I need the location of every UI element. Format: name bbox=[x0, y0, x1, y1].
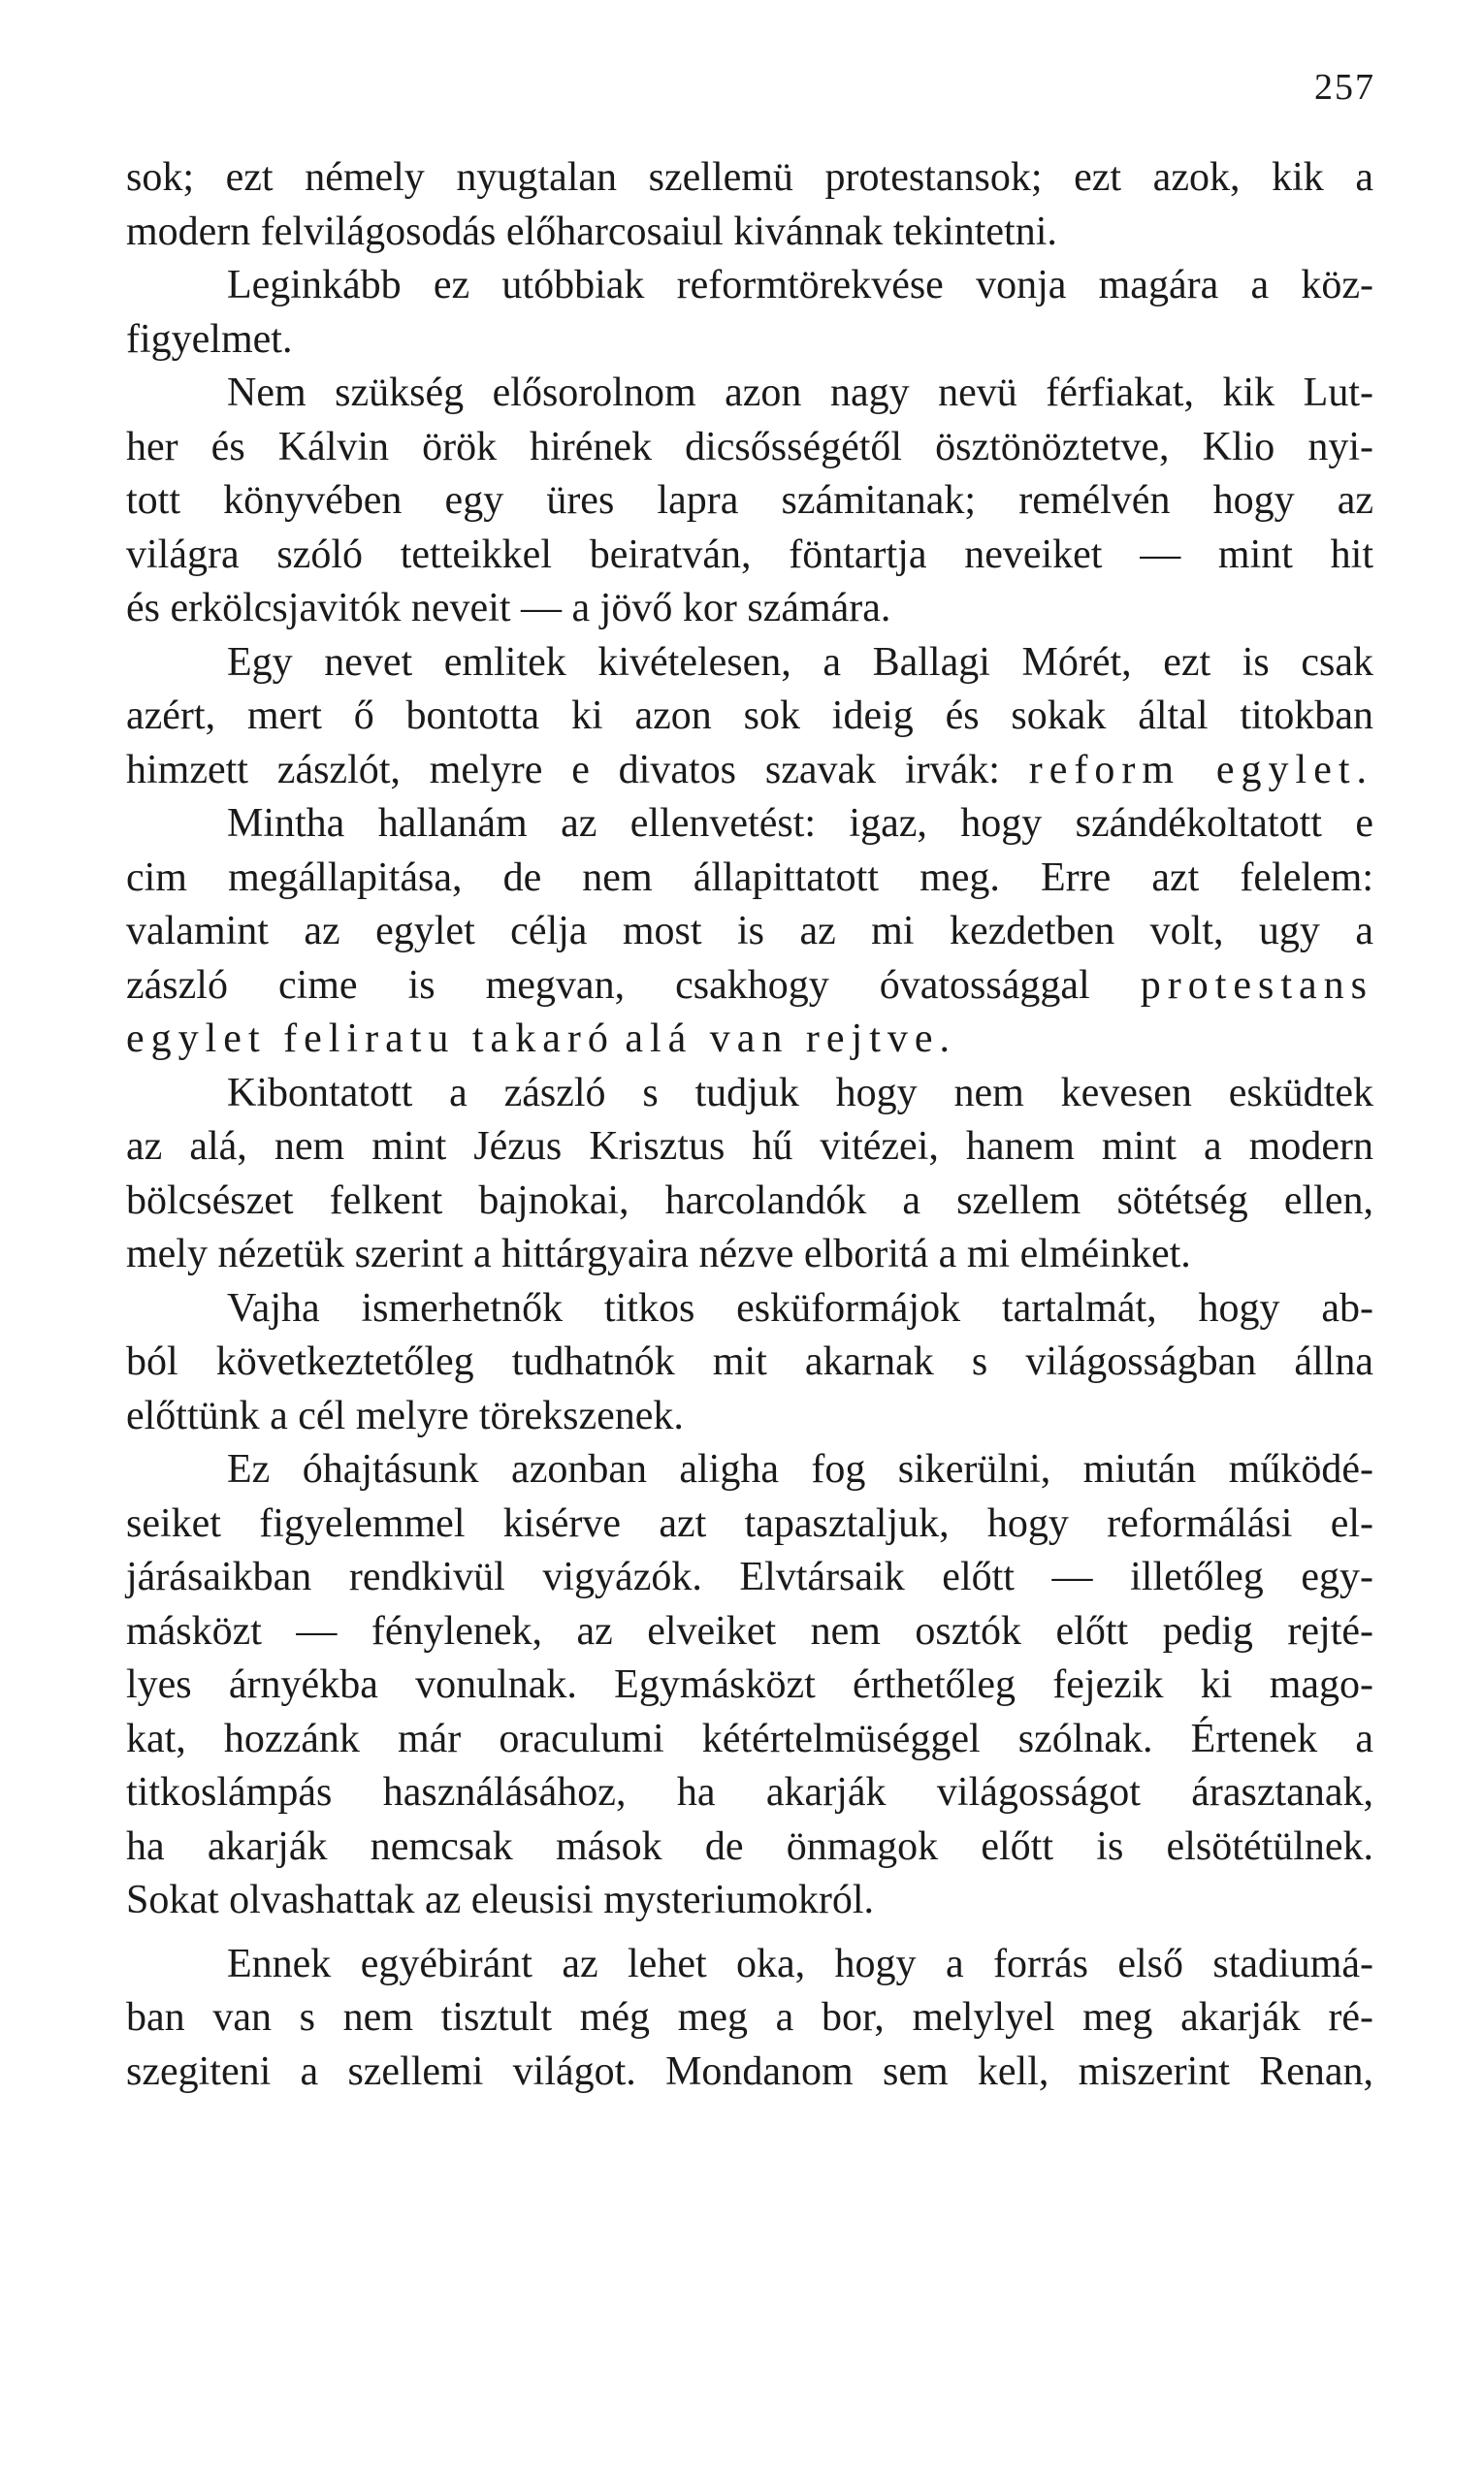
text-line: Sokat olvashattak az eleusisi mysteriumokról. bbox=[126, 1878, 875, 1922]
text-line: mely nézetük szerint a hittárgyaira nézve elboritá a mi elméinket. bbox=[126, 1232, 1191, 1276]
text-line: lyes árnyékba vonulnak. Egymásközt érthetőleg fejezik ki mago- bbox=[126, 1662, 1373, 1707]
text-line: világra szóló tetteikkel beiratván, föntartja neveiket — mint hit bbox=[126, 532, 1373, 577]
text-line: ból következtetőleg tudhatnók mit akarnak s világosságban állna bbox=[126, 1339, 1373, 1384]
spaced-phrase: alá van rejtve. bbox=[625, 1016, 957, 1061]
text-body bbox=[126, 151, 1373, 2099]
text-line bbox=[126, 1013, 1373, 1067]
spaced-phrase: egylet feliratu takaró bbox=[126, 1016, 615, 1061]
text-line: cim megállapitása, de nem állapittatott meg. Erre azt felelem: bbox=[126, 854, 1373, 900]
text-line: her és Kálvin örök hirének dicsősségétől ösztönöztetve, Klio nyi- bbox=[126, 424, 1373, 469]
text-line: Ennek egyébiránt az lehet oka, hogy a forrás első stadiumá- bbox=[227, 1941, 1373, 1986]
text-line: modern felvilágosodás előharcosaiul kivánnak tekintetni. bbox=[126, 209, 1057, 254]
text-line: előttünk a cél melyre törekszenek. bbox=[126, 1393, 684, 1438]
text-line: valamint az egylet célja most is az mi kezdetben volt, ugy a bbox=[126, 909, 1373, 953]
text-line: titkoslámpás használásához, ha akarják világosságot árasztanak, bbox=[126, 1770, 1373, 1815]
spaced-phrase: protestans bbox=[1140, 962, 1373, 1008]
paragraph-gap bbox=[126, 1928, 1373, 1938]
text-line: azért, mert ő bontotta ki azon sok ideig és sokak által titokban bbox=[126, 693, 1373, 738]
text-line: Ez óhajtásunk azonban aligha fog sikerülni, miután működé- bbox=[227, 1447, 1373, 1492]
text-line: Vajha ismerhetnők titkos esküformájok tartalmát, hogy ab- bbox=[227, 1285, 1373, 1331]
page-number: 257 bbox=[1314, 67, 1375, 108]
text-line: Mintha hallanám az ellenvetést: igaz, hogy szándékoltatott e bbox=[227, 801, 1373, 846]
text-line: bölcsészet felkent bajnokai, harcolandók a szellem sötétség ellen, bbox=[126, 1177, 1373, 1223]
text-line: seiket figyelemmel kisérve azt tapasztaljuk, hogy reformálási el- bbox=[126, 1500, 1373, 1546]
text-line: ban van s nem tisztult még meg a bor, melylyel meg akarják ré- bbox=[126, 1995, 1373, 2040]
text-line: figyelmet. bbox=[126, 316, 293, 362]
text-segment: himzett zászlót, melyre e divatos szavak irvák: bbox=[126, 747, 1000, 792]
text-line: Egy nevet emlitek kivételesen, a Ballagi Mórét, ezt is csak bbox=[227, 639, 1373, 685]
text-line: járásaikban rendkivül vigyázók. Elvtársaik előtt — illetőleg egy- bbox=[126, 1555, 1373, 1599]
text-line: sok; ezt némely nyugtalan szellemü protestansok; ezt azok, kik a bbox=[126, 155, 1373, 200]
text-line: kat, hozzánk már oraculumi kétértelmüséggel szólnak. Értenek a bbox=[126, 1716, 1373, 1761]
text-line: Nem szükség elősorolnom azon nagy nevü férfiakat, kik Lut- bbox=[227, 371, 1373, 415]
text-line: Kibontatott a zászló s tudjuk hogy nem kevesen esküdtek bbox=[227, 1070, 1373, 1115]
text-segment: zászló cime is megvan, csakhogy óvatossággal bbox=[126, 962, 1090, 1008]
text-line: másközt — fénylenek, az elveiket nem osztók előtt pedig rejté- bbox=[126, 1608, 1373, 1654]
text-line: szegiteni a szellemi világot. Mondanom sem kell, miszerint Renan, bbox=[126, 2048, 1373, 2094]
text-line: és erkölcsjavitók neveit — a jövő kor számára. bbox=[126, 586, 891, 630]
spaced-phrase: reform egylet. bbox=[1028, 747, 1374, 792]
text-line bbox=[126, 959, 1373, 1014]
text-line: ha akarják nemcsak mások de önmagok előtt is elsötétülnek. bbox=[126, 1823, 1373, 1869]
text-line: tott könyvében egy üres lapra számitanak; remélvén hogy az bbox=[126, 478, 1373, 523]
text-line bbox=[126, 744, 1373, 798]
text-line: az alá, nem mint Jézus Krisztus hű vitézei, hanem mint a modern bbox=[126, 1124, 1373, 1169]
text-line: Leginkább ez utóbbiak reformtörekvése vonja magára a köz- bbox=[227, 263, 1373, 307]
